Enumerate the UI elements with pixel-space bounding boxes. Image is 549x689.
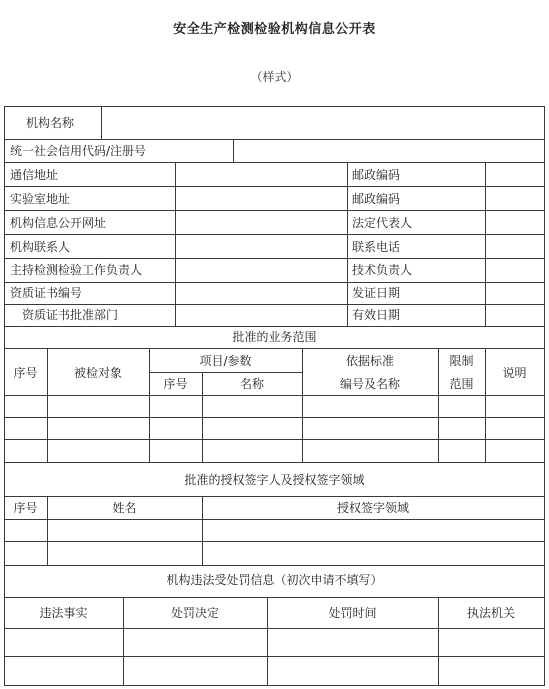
grid-line xyxy=(4,496,545,497)
grid-line xyxy=(4,439,545,440)
page-subtitle: （样式） xyxy=(250,70,299,84)
legal-rep-label: 法定代表人 xyxy=(352,216,413,230)
phone-label: 联系电话 xyxy=(352,240,401,254)
lab-address-label: 实验室地址 xyxy=(10,192,71,206)
scope-note-header: 说明 xyxy=(502,366,527,380)
tech-head-label: 技术负责人 xyxy=(352,263,413,277)
grid-line xyxy=(4,348,545,349)
scope-heading: 批准的业务范围 xyxy=(232,330,317,344)
grid-line xyxy=(4,234,545,235)
grid-line xyxy=(4,395,545,396)
scope-item-header: 项目/参数 xyxy=(199,354,252,368)
grid-line xyxy=(4,541,545,542)
grid-line xyxy=(149,372,302,373)
address-label: 通信地址 xyxy=(10,168,59,182)
grid-line xyxy=(4,519,545,520)
scope-limit-header-1: 限制 xyxy=(449,354,474,368)
postcode-label: 邮政编码 xyxy=(352,168,401,182)
grid-line xyxy=(175,162,176,327)
grid-line xyxy=(4,628,545,629)
penalty-heading: 机构违法受处罚信息（初次申请不填写） xyxy=(166,573,383,587)
credit-code-label: 统一社会信用代码/注册号 xyxy=(10,144,147,158)
grid-line xyxy=(4,139,545,140)
contact-label: 机构联系人 xyxy=(10,240,71,254)
grid-line xyxy=(4,326,545,327)
scope-object-header: 被检对象 xyxy=(73,366,122,380)
signers-field-header: 授权签字领域 xyxy=(336,501,409,515)
table-border-top xyxy=(4,106,545,107)
cert-no-label: 资质证书编号 xyxy=(10,286,83,300)
scope-subseq-header: 序号 xyxy=(163,377,188,391)
penalty-authority-header: 执法机关 xyxy=(466,606,515,620)
grid-line xyxy=(233,139,234,163)
grid-line xyxy=(4,597,545,598)
grid-line xyxy=(101,106,102,140)
grid-line xyxy=(347,162,348,327)
grid-line xyxy=(4,462,545,463)
grid-line xyxy=(4,656,545,657)
lab-postcode-label: 邮政编码 xyxy=(352,192,401,206)
penalty-decision-header: 处罚决定 xyxy=(170,606,219,620)
org-name-label: 机构名称 xyxy=(26,116,75,130)
grid-line xyxy=(4,304,545,305)
signers-name-header: 姓名 xyxy=(112,501,137,515)
page-title: 安全生产检测检验机构信息公开表 xyxy=(173,22,376,37)
signers-seq-header: 序号 xyxy=(13,501,38,515)
test-head-label: 主持检测检验工作负责人 xyxy=(10,263,143,277)
cert-dept-label: 资质证书批准部门 xyxy=(22,308,119,322)
grid-line xyxy=(4,258,545,259)
scope-standard-header-1: 依据标准 xyxy=(345,354,394,368)
grid-line xyxy=(4,162,545,163)
issue-date-label: 发证日期 xyxy=(352,286,401,300)
valid-date-label: 有效日期 xyxy=(352,308,401,322)
table-border-bottom xyxy=(4,685,545,686)
website-label: 机构信息公开网址 xyxy=(10,216,107,230)
penalty-time-header: 处罚时间 xyxy=(328,606,377,620)
table-border-right xyxy=(544,106,545,686)
signers-heading: 批准的授权签字人及授权签字领域 xyxy=(184,473,365,487)
grid-line xyxy=(485,162,486,327)
grid-line xyxy=(4,210,545,211)
grid-line xyxy=(4,186,545,187)
scope-subname-header: 名称 xyxy=(239,377,264,391)
grid-line xyxy=(4,417,545,418)
scope-limit-header-2: 范围 xyxy=(449,377,474,391)
table-border-left xyxy=(4,106,5,686)
grid-line xyxy=(4,282,545,283)
scope-standard-header-2: 编号及名称 xyxy=(339,377,400,391)
scope-seq-header: 序号 xyxy=(13,366,38,380)
grid-line xyxy=(4,565,545,566)
penalty-fact-header: 违法事实 xyxy=(39,606,88,620)
